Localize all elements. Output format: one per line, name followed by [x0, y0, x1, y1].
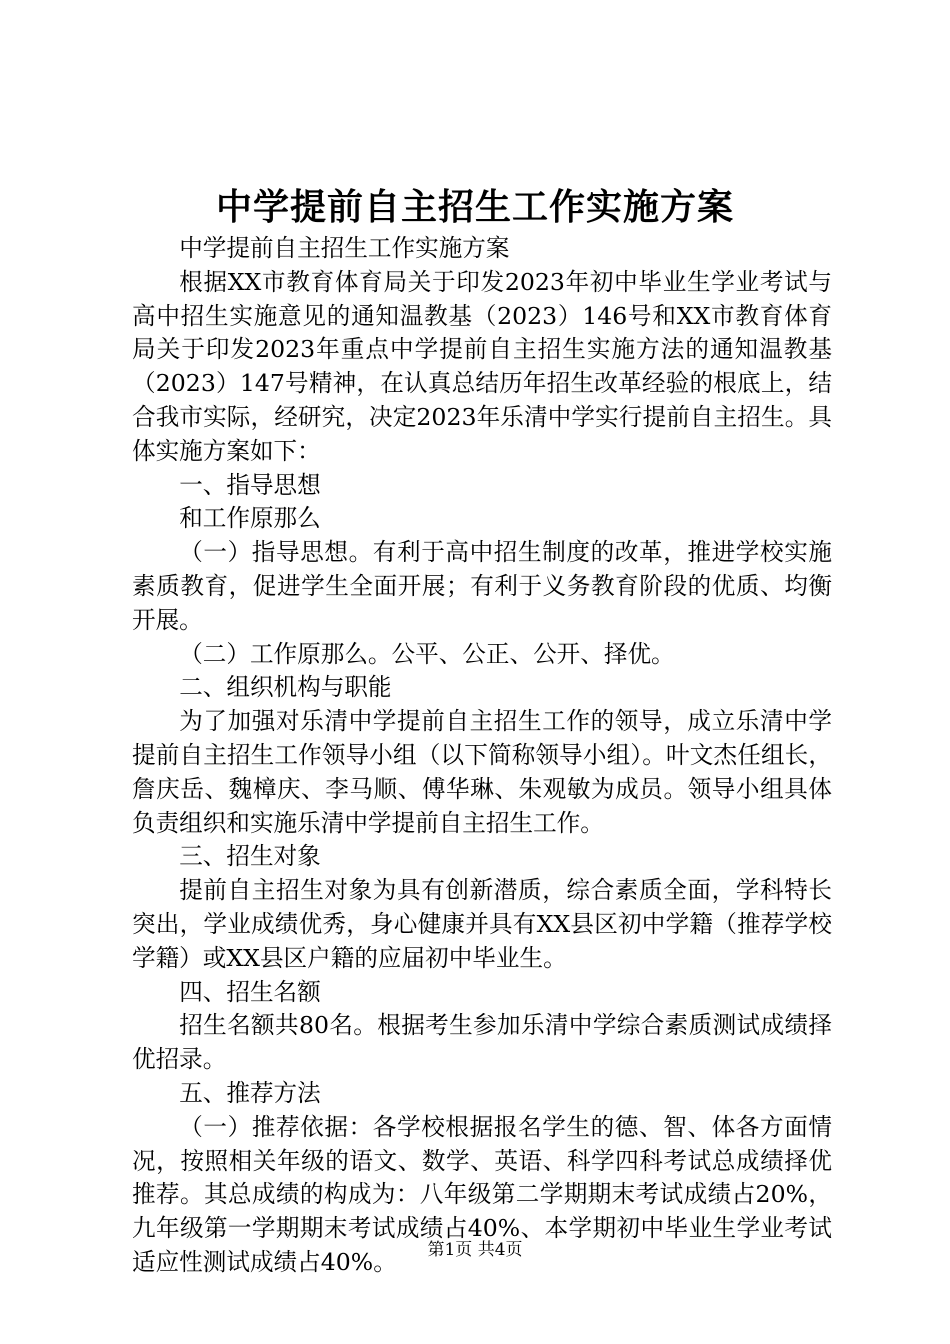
- document-body: [132, 232, 832, 1280]
- page-footer: 第1页 共4页: [427, 1240, 523, 1260]
- section-heading-3: 三、招生对象: [179, 842, 321, 871]
- paragraph-heading-repeat: 中学提前自主招生工作实施方案: [179, 234, 510, 262]
- paragraph-intro: 根据XX市教育体育局关于印发2023年初中毕业生学业考试与高中招生实施意见的通知温教基（2023）146号和XX市教育体育局关于印发2023年重点中学提前自主招生实施方法的通知温教基（2023）147号精神，在认真总结历年招生改革经验的根底上，结合我市实际，经研究，决定2023年乐清中学实行提前自主招生。具体实施方案如下：: [132, 267, 832, 465]
- paragraph-work-principle: （二）工作原那么。公平、公正、公开、择优。: [179, 639, 675, 668]
- document-title: 中学提前自主招生工作实施方案: [215, 186, 734, 228]
- paragraph-recommendation-basis: （一）推荐依据：各学校根据报名学生的德、智、体各方面情况，按照相关年级的语文、数学、英语、科学四科考试总成绩择优推荐。其总成绩的构成为：八年级第二学期期末考试成绩占20%，九年级第一学期期末考试成绩占40%、本学期初中毕业生学业考试适应性测试成绩占40%。: [132, 1112, 832, 1276]
- paragraph-quota: 招生名额共80名。根据考生参加乐清中学综合素质测试成绩择优招录。: [132, 1011, 832, 1074]
- paragraph-guiding-thought: （一）指导思想。有利于高中招生制度的改革，推进学校实施素质教育，促进学生全面开展；有利于义务教育阶段的优质、均衡开展。: [132, 538, 832, 634]
- section-heading-1-cont: 和工作原那么: [179, 504, 321, 533]
- section-heading-4: 四、招生名额: [179, 977, 321, 1006]
- section-heading-2: 二、组织机构与职能: [179, 673, 392, 702]
- section-heading-1: 一、指导思想: [179, 470, 321, 499]
- section-heading-5: 五、推荐方法: [179, 1078, 321, 1107]
- paragraph-organization: 为了加强对乐清中学提前自主招生工作的领导，成立乐清中学提前自主招生工作领导小组（以下简称领导小组）。叶文杰任组长，詹庆岳、魏樟庆、李马顺、傅华琳、朱观敏为成员。领导小组具体负责组织和实施乐清中学提前自主招生工作。: [132, 707, 832, 837]
- paragraph-enrollment-target: 提前自主招生对象为具有创新潜质，综合素质全面，学科特长突出，学业成绩优秀，身心健康并具有XX县区初中学籍（推荐学校学籍）或XX县区户籍的应届初中毕业生。: [132, 876, 832, 972]
